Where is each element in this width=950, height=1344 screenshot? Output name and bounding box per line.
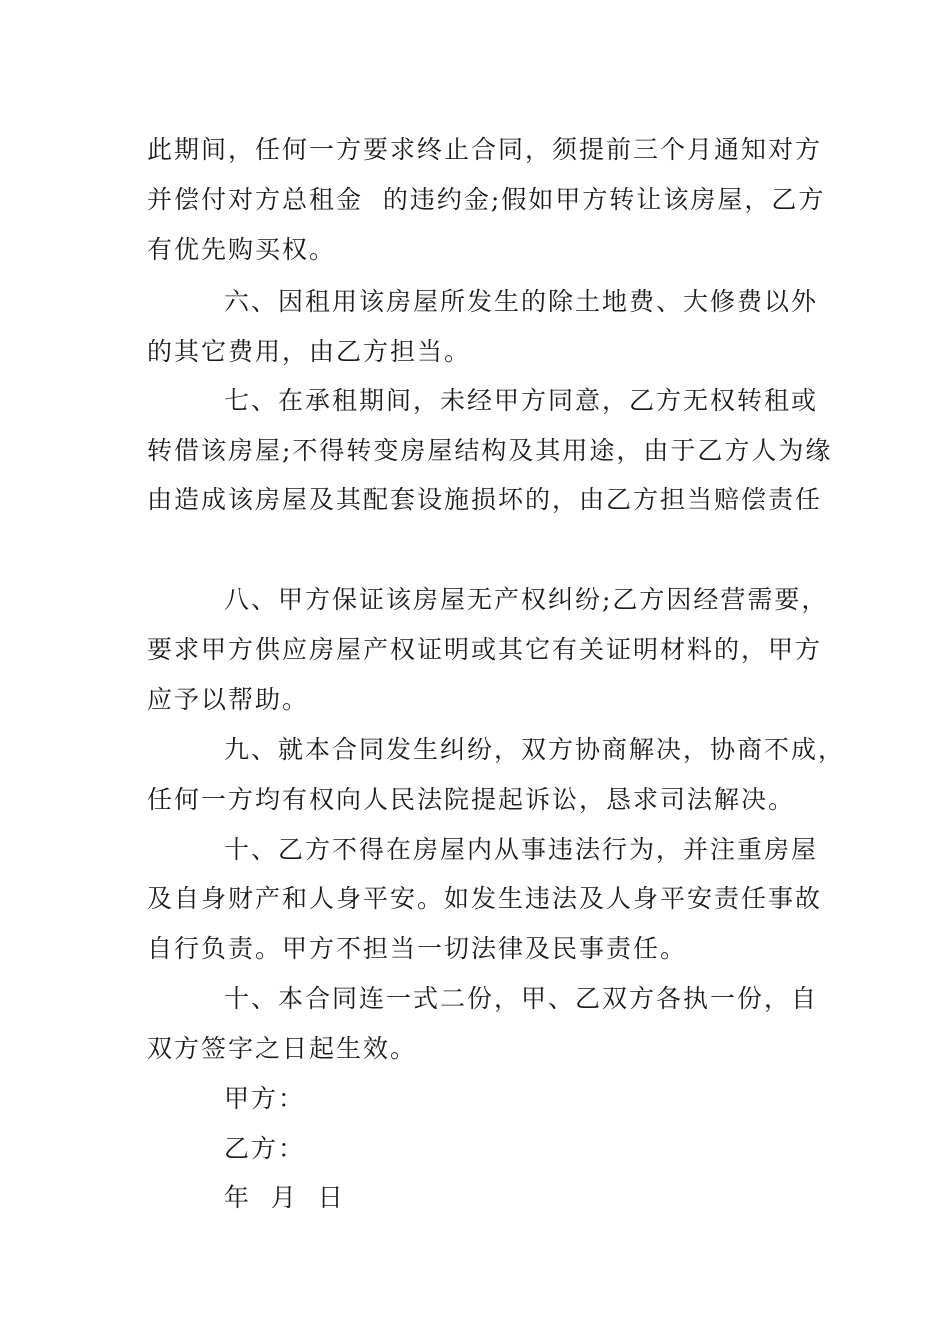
clause9-line2: 任何一方均有权向人民法院提起诉讼，恳求司法解决。 [147, 785, 796, 814]
party-b-signature-label: 乙方： [224, 1134, 306, 1163]
clause8-line3: 应予以帮助。 [147, 685, 310, 714]
clause7-line2: 转借该房屋;不得转变房屋结构及其用途，由于乙方人为缘 [147, 436, 833, 465]
clause5-line3: 有优先购买权。 [147, 235, 337, 264]
signature-date-label: 年 月 日 [224, 1183, 345, 1212]
clause6-line1: 六、因租用该房屋所发生的除土地费、大修费以外 [224, 287, 819, 316]
clause10b-line1: 十、本合同连一式二份，甲、乙双方各执一份，自 [224, 984, 819, 1013]
clause8-line1: 八、甲方保证该房屋无产权纠纷;乙方因经营需要， [224, 585, 829, 614]
clause5-line2: 并偿付对方总租金 的违约金;假如甲方转让该房屋，乙方 [147, 185, 826, 214]
clause10a-line2: 及自身财产和人身平安。如发生违法及人身平安责任事故 [147, 884, 823, 913]
clause10b-line2: 双方签字之日起生效。 [147, 1034, 418, 1063]
clause7-line1: 七、在承租期间，未经甲方同意，乙方无权转租或 [224, 386, 819, 415]
clause5-line1: 此期间，任何一方要求终止合同，须提前三个月通知对方 [147, 135, 823, 164]
party-a-signature-label: 甲方： [224, 1084, 306, 1113]
clause6-line2: 的其它费用，由乙方担当。 [147, 337, 472, 366]
clause8-line2: 要求甲方供应房屋产权证明或其它有关证明材料的，甲方 [147, 635, 823, 664]
clause7-line3: 由造成该房屋及其配套设施损坏的，由乙方担当赔偿责任 [147, 485, 823, 514]
clause9-line1: 九、就本合同发生纠纷，双方协商解决，协商不成， [224, 735, 846, 764]
clause10a-line3: 自行负责。甲方不担当一切法律及民事责任。 [147, 934, 688, 963]
clause10a-line1: 十、乙方不得在房屋内从事违法行为，并注重房屋 [224, 835, 819, 864]
